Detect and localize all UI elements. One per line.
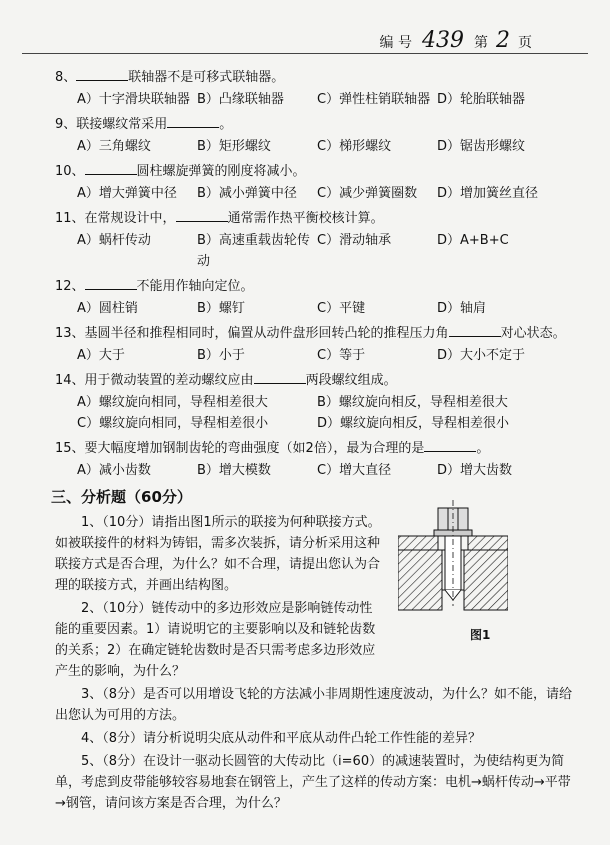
question-number: 14、 [55, 373, 85, 388]
question-number: 8、 [55, 70, 77, 85]
question-9 [55, 113, 575, 135]
option-B: B）高速重载齿轮传动 [197, 233, 310, 269]
question-text-post: 不能用作轴向定位。 [136, 279, 254, 294]
question-text-pre: 在常规设计中， [84, 211, 176, 226]
answer-blank[interactable] [85, 160, 137, 175]
question-8 [55, 66, 575, 88]
option-C: C）弹性柱销联轴器 [317, 92, 431, 107]
question-number: 13、 [55, 326, 85, 341]
answer-blank[interactable] [167, 113, 219, 128]
option-A: A）十字滑块联轴器 [77, 92, 190, 107]
option-C: C）螺纹旋向相同，导程相差很小 [77, 416, 269, 431]
option-row [55, 230, 575, 272]
option-A: A）螺纹旋向相同，导程相差很大 [77, 395, 268, 410]
question-text-post: 联轴器不是可移式联轴器。 [128, 70, 285, 85]
question-15 [55, 437, 575, 459]
option-row [55, 298, 575, 319]
analysis-q3: 3、（8分）是否可以用增设飞轮的方法减小非周期性速度波动，为什么？如不能，请给出您认为可用的方法。 [55, 687, 573, 723]
question-number: 11、 [55, 211, 85, 226]
option-A: A）增大弹簧中径 [77, 186, 177, 201]
question-number: 15、 [55, 441, 85, 456]
exam-number: 439 [422, 28, 464, 53]
question-text-post: 对心状态。 [500, 326, 566, 341]
question-text-pre: 要大幅度增加钢制齿轮的弯曲强度（如2倍），最为合理的是 [84, 441, 425, 456]
question-number: 10、 [55, 164, 85, 179]
figure-bolt-joint [398, 496, 508, 616]
answer-blank[interactable] [254, 369, 306, 384]
option-B: B）矩形螺纹 [197, 139, 271, 154]
question-10 [55, 160, 575, 182]
option-A: A）减小齿数 [77, 463, 151, 478]
option-B: B）螺钉 [197, 301, 245, 316]
question-text-post: 。 [476, 441, 490, 456]
option-row [55, 392, 575, 434]
question-13 [55, 322, 575, 344]
option-A: A）三角螺纹 [77, 139, 151, 154]
section-title: 三、分析题（60分） [51, 488, 192, 506]
question-text-post: 圆柱螺旋弹簧的刚度将减小。 [136, 164, 306, 179]
option-row [55, 136, 575, 157]
option-D: D）增加簧丝直径 [437, 186, 539, 201]
option-B: B）小于 [197, 348, 245, 363]
option-A: A）蜗杆传动 [77, 233, 151, 248]
question-text-pre: 用于微动装置的差动螺纹应由 [84, 373, 254, 388]
option-row [55, 345, 575, 366]
question-text-pre: 基圆半径和推程相同时，偏置从动件盘形回转凸轮的推程压力角 [84, 326, 449, 341]
answer-blank[interactable] [85, 275, 137, 290]
option-D: D）A+B+C [437, 233, 509, 248]
answer-blank[interactable] [176, 207, 228, 222]
option-D: D）增大齿数 [437, 463, 513, 478]
option-B: B）增大模数 [197, 463, 271, 478]
option-D: D）大小不定于 [437, 348, 526, 363]
option-C: C）减少弹簧圈数 [317, 186, 418, 201]
option-B: B）螺纹旋向相反，导程相差很大 [317, 395, 508, 410]
multiple-choice-list [55, 66, 575, 481]
questions-area [51, 66, 575, 816]
analysis-q2: 2、（10分）链传动中的多边形效应是影响链传动性能的重要因素。1）请说明它的主要影响以及和链轮齿数的关系；2）在确定链轮齿数时是否只需考虑多边形效应产生的影响，为什么？ [55, 601, 376, 679]
question-14 [55, 369, 575, 391]
question-11 [55, 207, 575, 229]
answer-blank[interactable] [76, 66, 128, 81]
option-row [55, 460, 575, 481]
option-A: A）大于 [77, 348, 125, 363]
question-12 [55, 275, 575, 297]
option-C: C）滑动轴承 [317, 233, 392, 248]
option-C: C）平键 [317, 301, 366, 316]
question-text-post: 通常需作热平衡校核计算。 [227, 211, 384, 226]
figure-caption: 图1 [470, 628, 491, 642]
option-D: D）轮胎联轴器 [437, 92, 526, 107]
option-C: C）等于 [317, 348, 366, 363]
number-label: 编 号 [379, 35, 412, 51]
option-row [55, 89, 575, 110]
question-text-post: 两段螺纹组成。 [305, 373, 397, 388]
page-label-di: 第 [474, 35, 488, 51]
question-number: 12、 [55, 279, 85, 294]
option-D: D）螺纹旋向相反，导程相差很小 [317, 416, 510, 431]
option-row [55, 183, 575, 204]
analysis-q5: 5、（8分）在设计一驱动长圆管的大传动比（i=60）的减速装置时，为使结构更为简单，考虑到皮带能够较容易地套在钢管上，产生了这样的传动方案：电机→蜗杆传动→平带→钢管，请问该方案是否合理，为什么？ [55, 754, 571, 811]
question-number: 9、 [55, 117, 77, 132]
option-A: A）圆柱销 [77, 301, 138, 316]
option-D: D）轴肩 [437, 301, 487, 316]
answer-blank[interactable] [449, 322, 501, 337]
header-rule [22, 53, 588, 54]
analysis-q1: 1、（10分）请指出图1所示的联接为何种联接方式。如被联接件的材料为铸铝，需多次装拆，请分析采用这种联接方式是否合理，为什么？如不合理，请提出您认为合理的联接方式，并画出结构图。 [55, 515, 381, 593]
option-D: D）锯齿形螺纹 [437, 139, 526, 154]
option-C: C）梯形螺纹 [317, 139, 392, 154]
question-text-pre: 联接螺纹常采用 [76, 117, 168, 132]
page-label-ye: 页 [518, 35, 532, 51]
option-C: C）增大直径 [317, 463, 392, 478]
option-B: B）凸缘联轴器 [197, 92, 284, 107]
analysis-q4: 4、（8分）请分析说明尖底从动件和平底从动件凸轮工作性能的差异？ [81, 731, 482, 746]
option-B: B）减小弹簧中径 [197, 186, 297, 201]
page-number: 2 [496, 28, 510, 53]
answer-blank[interactable] [424, 437, 476, 452]
question-text-post: 。 [219, 117, 233, 132]
page-header [380, 28, 532, 53]
